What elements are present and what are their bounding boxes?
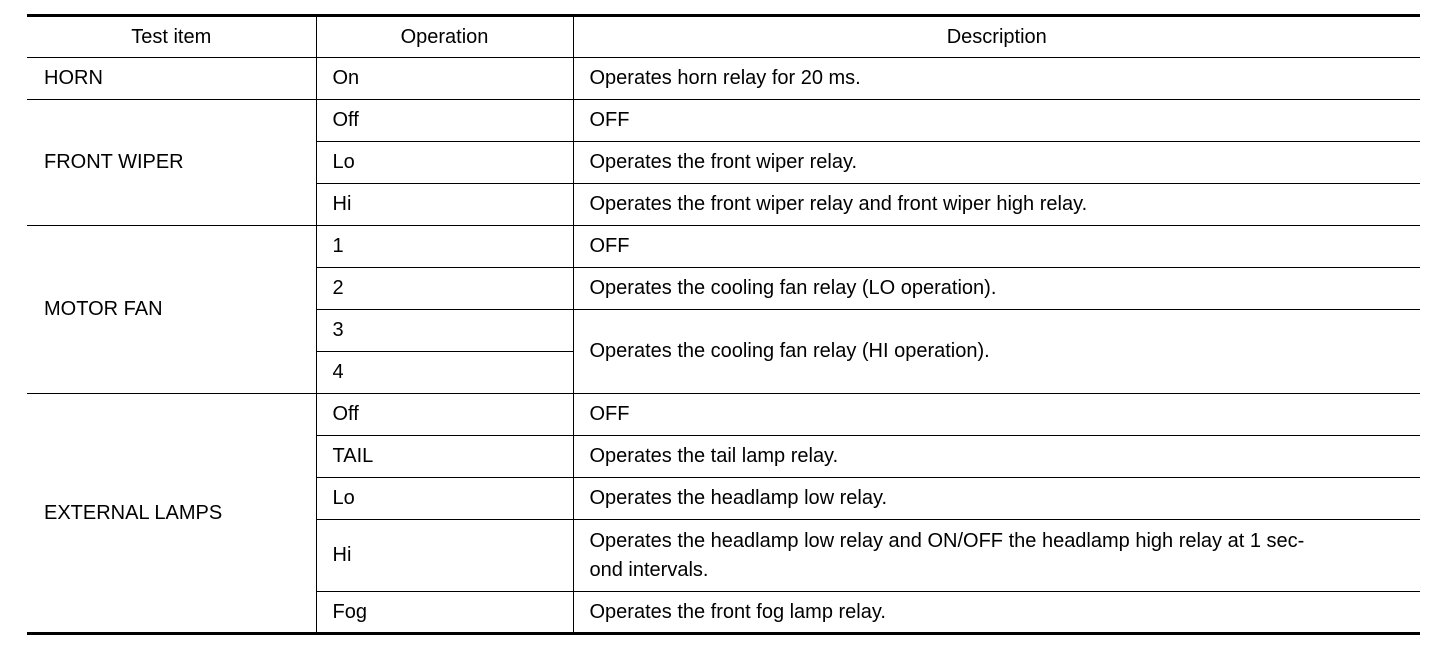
operation-cell: Lo — [316, 478, 573, 520]
table-row — [27, 394, 1420, 436]
operation-cell: Lo — [316, 142, 573, 184]
description-cell: Operates the headlamp low relay. — [573, 478, 1420, 520]
operation-cell: Hi — [316, 520, 573, 592]
table-row — [27, 100, 1420, 142]
header-test-item: Test item — [27, 16, 316, 58]
operation-cell: 3 — [316, 310, 573, 352]
header-operation: Operation — [316, 16, 573, 58]
operation-cell: 2 — [316, 268, 573, 310]
description-cell: Operates the tail lamp relay. — [573, 436, 1420, 478]
test-item-front-wiper: FRONT WIPER — [27, 100, 316, 226]
description-cell: Operates the front fog lamp relay. — [573, 592, 1420, 634]
description-cell: Operates the front wiper relay. — [573, 142, 1420, 184]
operation-cell: 4 — [316, 352, 573, 394]
table-row — [27, 58, 1420, 100]
test-item-horn: HORN — [27, 58, 316, 100]
description-cell: Operates the cooling fan relay (LO operation). — [573, 268, 1420, 310]
operation-cell: Fog — [316, 592, 573, 634]
description-cell: Operates horn relay for 20 ms. — [573, 58, 1420, 100]
description-cell: Operates the headlamp low relay and ON/OFF the headlamp high relay at 1 sec- ond intervals. — [573, 520, 1420, 592]
test-item-motor-fan: MOTOR FAN — [27, 226, 316, 394]
operation-cell: Off — [316, 100, 573, 142]
operation-cell: TAIL — [316, 436, 573, 478]
operation-cell: Hi — [316, 184, 573, 226]
description-cell: OFF — [573, 100, 1420, 142]
operation-cell: On — [316, 58, 573, 100]
active-test-table — [27, 14, 1420, 635]
operation-cell: Off — [316, 394, 573, 436]
header-description: Description — [573, 16, 1420, 58]
description-cell: Operates the front wiper relay and front wiper high relay. — [573, 184, 1420, 226]
table-header-row — [27, 16, 1420, 58]
description-cell: OFF — [573, 226, 1420, 268]
test-item-external-lamps: EXTERNAL LAMPS — [27, 394, 316, 634]
description-cell: OFF — [573, 394, 1420, 436]
description-cell: Operates the cooling fan relay (HI operation). — [573, 310, 1420, 394]
operation-cell: 1 — [316, 226, 573, 268]
table-row — [27, 226, 1420, 268]
